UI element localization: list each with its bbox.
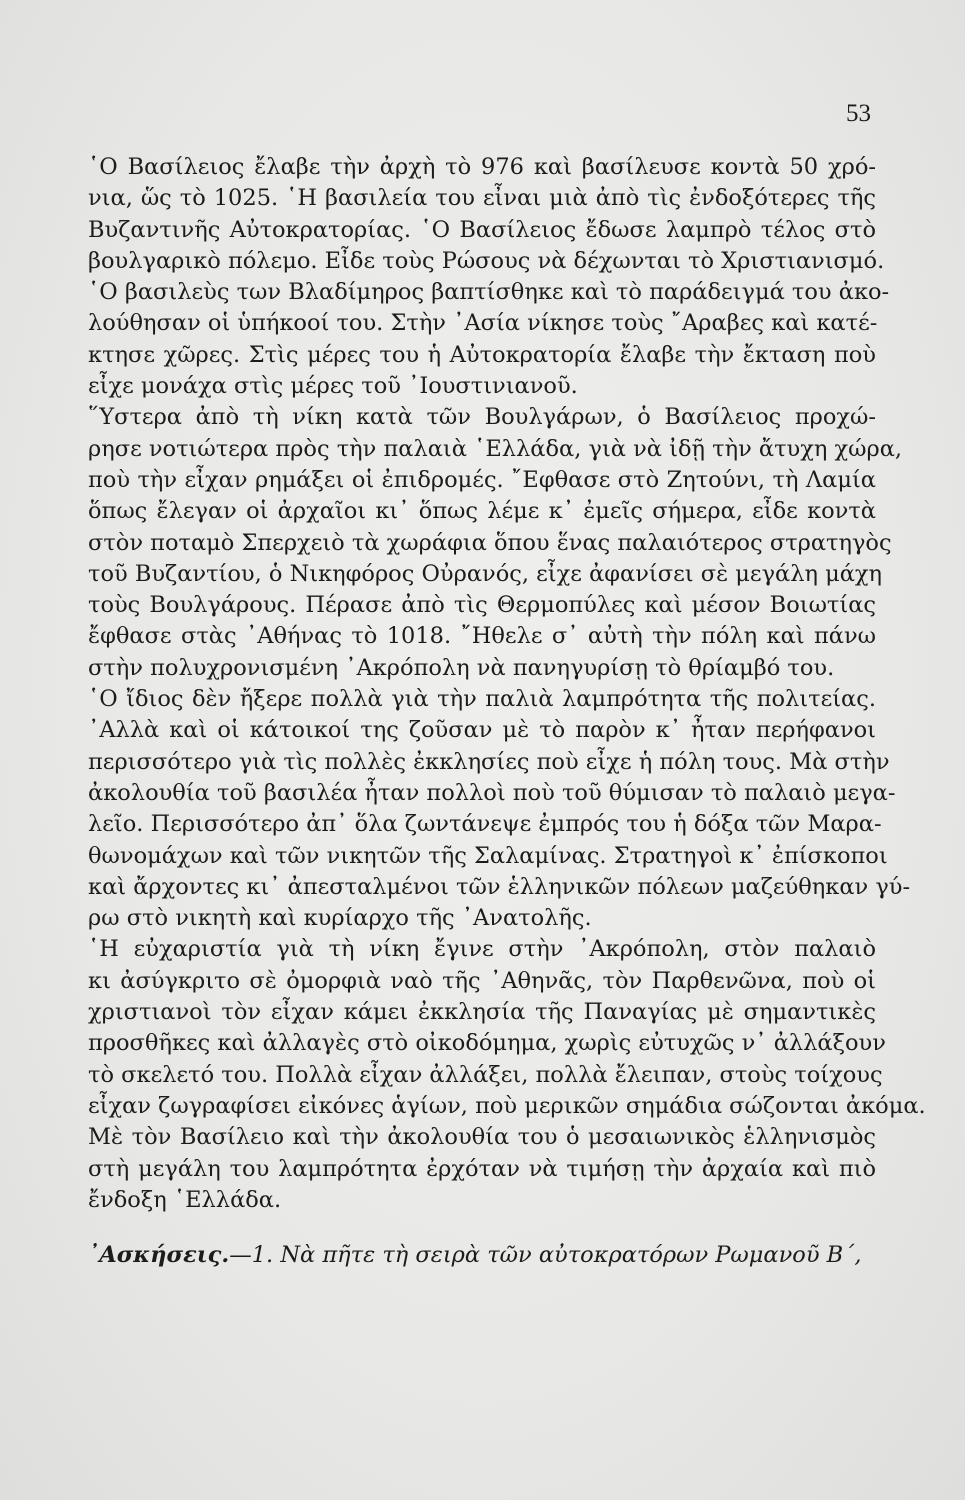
text-column xyxy=(88,152,926,1271)
text-line: κτησε χῶρες. Στὶς μέρες του ἡ Αὐτοκρατορία ἔλαβε τὴν ἔκταση ποὺ xyxy=(88,341,876,368)
text-line: θωνομάχων καὶ τῶν νικητῶν τῆς Σαλαμίνας. Στρατηγοὶ κ᾿ ἐπίσκοποι xyxy=(88,842,888,869)
paragraph xyxy=(88,684,911,934)
text-line: στὸν ποταμὸ Σπερχειὸ τὰ χωράφια ὅπου ἕνας παλαιότερος στρατηγὸς xyxy=(88,529,892,556)
text-line: εἶχε μονάχα στὶς μέρες τοῦ ᾿Ιουστινιανοῦ. xyxy=(88,373,578,400)
text-line: ῞Υστερα ἀπὸ τὴ νίκη κατὰ τῶν Βουλγάρων, ὁ Βασίλειος προχώ- xyxy=(88,404,876,431)
text-line: ᾿Αλλὰ καὶ οἱ κάτοικοί της ζοῦσαν μὲ τὸ παρὸν κ᾿ ἦταν περήφανοι xyxy=(88,717,876,744)
text-line: λεῖο. Περισσότερο ἀπ᾿ ὅλα ζωντάνεψε ἐμπρός του ἡ δόξα τῶν Μαρα- xyxy=(88,811,882,838)
text-line: προσθῆκες καὶ ἀλλαγὲς στὸ οἰκοδόμημα, χωρὶς εὐτυχῶς ν᾿ ἀλλάξουν xyxy=(88,1030,886,1057)
text-line: ἔνδοξη ῾Ελλάδα. xyxy=(88,1186,282,1213)
paragraph xyxy=(88,152,890,402)
text-line: περισσότερο γιὰ τὶς πολλὲς ἐκκλησίες ποὺ εἶχε ἡ πόλη τους. Μὰ στὴν xyxy=(88,748,890,775)
text-line: ἀκολουθία τοῦ βασιλέα ἦταν πολλοὶ ποὺ τοῦ θύμισαν τὸ παλαιὸ μεγα- xyxy=(88,779,896,806)
text-line: βουλγαρικὸ πόλεμο. Εἶδε τοὺς Ρώσους νὰ δέχωνται τὸ Χριστιανισμό. xyxy=(88,247,885,274)
text-line: ὅπως ἔλεγαν οἱ ἀρχαῖοι κι᾿ ὅπως λέμε κ᾿ ἐμεῖς σήμερα, εἶδε κοντὰ xyxy=(88,498,876,525)
text-line: ποὺ τὴν εἶχαν ρημάξει οἱ ἐπιδρομές. ῎Εφθασε στὸ Ζητούνι, τὴ Λαμία xyxy=(88,466,876,493)
text-line: τοῦ Βυζαντίου, ὁ Νικηφόρος Οὐρανός, εἶχε ἀφανίσει σὲ μεγάλη μάχη xyxy=(88,560,883,587)
section-gap xyxy=(88,1216,876,1240)
text-line: ῾Η εὐχαριστία γιὰ τὴ νίκη ἔγινε στὴν ᾿Ακρόπολη, στὸν παλαιὸ xyxy=(88,936,876,963)
text-line: ρησε νοτιώτερα πρὸς τὴν παλαιὰ ῾Ελλάδα, γιὰ νὰ ἰδῇ τὴν ἄτυχη χώρα, xyxy=(88,435,903,462)
exercise-line xyxy=(88,1240,876,1271)
text-line: Μὲ τὸν Βασίλειο καὶ τὴν ἀκολουθία του ὁ μεσαιωνικὸς ἑλληνισμὸς xyxy=(88,1124,876,1151)
text-line: ῾Ο Βασίλειος ἔλαβε τὴν ἀρχὴ τὸ 976 καὶ βασίλευσε κοντὰ 50 χρό- xyxy=(88,154,876,180)
exercise-heading: ᾿Ασκήσεις. xyxy=(88,1242,230,1269)
exercise-text: —1. Νὰ πῆτε τὴ σειρὰ τῶν αὐτοκρατόρων Ρωμανοῦ Β΄, xyxy=(229,1242,862,1269)
text-line: εἶχαν ζωγραφίσει εἰκόνες ἁγίων, ποὺ μερικῶν σημάδια σώζονται ἀκόμα. xyxy=(88,1092,926,1119)
text-line: στὴν πολυχρονισμένη ᾿Ακρόπολη νὰ πανηγυρίσῃ τὸ θρίαμβό του. xyxy=(88,654,835,681)
text-line: κι ἀσύγκριτο σὲ ὀμορφιὰ ναὸ τῆς ᾿Αθηνᾶς, τὸν Παρθενῶνα, ποὺ οἱ xyxy=(88,967,876,994)
text-line: τὸ σκελετό του. Πολλὰ εἶχαν ἀλλάξει, πολλὰ ἔλειπαν, στοὺς τοίχους xyxy=(88,1061,883,1088)
paragraph xyxy=(88,1122,876,1216)
text-line: ῾Ο ἴδιος δὲν ἤξερε πολλὰ γιὰ τὴν παλιὰ λαμπρότητα τῆς πολιτείας. xyxy=(88,686,876,713)
text-line: χριστιανοὶ τὸν εἶχαν κάμει ἐκκλησία τῆς Παναγίας μὲ σημαντικὲς xyxy=(88,999,876,1026)
text-line: ρω στὸ νικητὴ καὶ κυρίαρχο τῆς ᾿Ανατολῆς. xyxy=(88,905,592,932)
paragraph xyxy=(88,934,926,1122)
text-line: στὴ μεγάλη του λαμπρότητα ἐρχόταν νὰ τιμήσῃ τὴν ἀρχαία καὶ πιὸ xyxy=(88,1155,876,1182)
paragraph xyxy=(88,402,903,684)
text-line: ἔφθασε στὰς ᾿Αθήνας τὸ 1018. ῎Ηθελε σ᾿ αὐτὴ τὴν πόλη καὶ πάνω xyxy=(88,623,876,650)
text-line: Βυζαντινῆς Αὐτοκρατορίας. ῾Ο Βασίλειος ἔδωσε λαμπρὸ τέλος στὸ xyxy=(88,216,876,243)
text-line: νια, ὥς τὸ 1025. ῾Η βασιλεία του εἶναι μιὰ ἀπὸ τὶς ἐνδοξότερες τῆς xyxy=(88,185,876,212)
text-line: καὶ ἄρχοντες κι᾿ ἀπεσταλμένοι τῶν ἑλληνικῶν πόλεων μαζεύθηκαν γύ- xyxy=(88,873,911,900)
text-line: ῾Ο βασιλεὺς των Βλαδίμηρος βαπτίσθηκε καὶ τὸ παράδειγμά του ἀκο- xyxy=(88,279,890,306)
text-line: τοὺς Βουλγάρους. Πέρασε ἀπὸ τὶς Θερμοπύλες καὶ μέσον Βοιωτίας xyxy=(88,592,876,619)
page-number: 53 xyxy=(846,100,871,127)
text-line: λούθησαν οἱ ὑπήκοοί του. Στὴν ᾿Ασία νίκησε τοὺς ῎Αραβες καὶ κατέ- xyxy=(88,310,878,337)
